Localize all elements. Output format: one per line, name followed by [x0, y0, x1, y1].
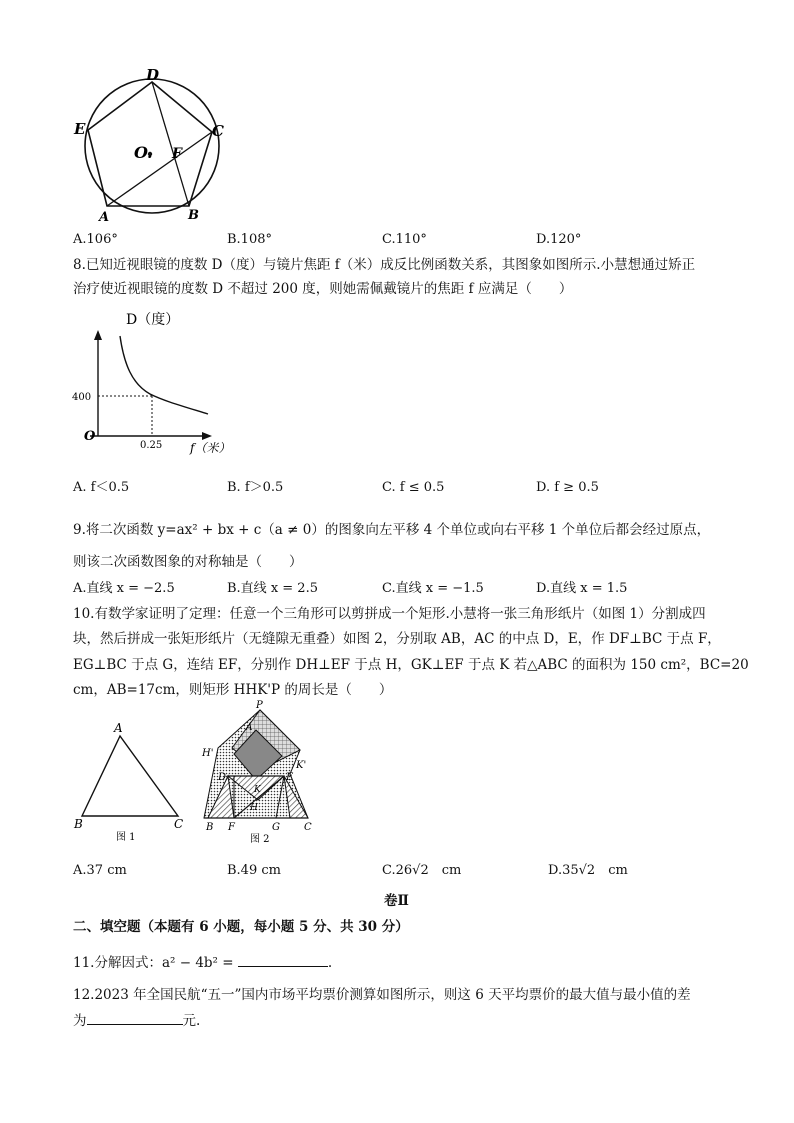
q9-option-a: A.直线 x = −2.5	[73, 581, 175, 596]
q7-option-d: D.120°	[536, 232, 582, 247]
graph-x-tick: 0.25	[140, 440, 163, 451]
q9-option-c: C.直线 x = −1.5	[382, 581, 484, 596]
q10-option-c: C.26√2 cm	[382, 863, 462, 878]
graph-origin: O	[84, 429, 96, 444]
q9-text-line1: 9.将二次函数 y=ax² + bx + c（a ≠ 0）的图象向左平移 4 个单位或向右平移 1 个单位后都会经过原点，	[73, 522, 711, 538]
q11-answer-blank[interactable]	[238, 953, 328, 967]
graph-x-label: f（米）	[190, 441, 231, 455]
q11-end: .	[327, 955, 333, 971]
fig2-label-P: P	[256, 700, 263, 711]
fig1-label-C: C	[174, 817, 184, 831]
label-F: F	[172, 146, 182, 162]
fig1-label-A: A	[114, 721, 123, 735]
fig2-label-E: E	[286, 772, 294, 783]
fig2-label-H: H	[250, 803, 258, 813]
graph-y-label: D（度）	[126, 312, 180, 328]
label-O: O.	[134, 143, 153, 162]
q11-line	[73, 953, 332, 972]
hyperbola-curve	[120, 336, 208, 414]
q11-text: 11.分解因式：a² − 4b² =	[73, 955, 234, 971]
fig2-label-A: A	[246, 723, 253, 733]
q10-figure-1	[70, 720, 190, 845]
q12-line2-start: 为	[73, 1013, 87, 1029]
fig2-label-B: B	[206, 822, 214, 833]
label-C: C	[212, 122, 224, 140]
q8-option-b: B. f＞0.5	[227, 480, 284, 495]
section-2-heading: 二、填空题（本题有 6 小题，每小题 5 分、共 30 分）	[73, 919, 409, 935]
fig2-label-H-prime: H'	[202, 748, 214, 759]
fig2-caption: 图 2	[250, 834, 270, 845]
q10-text-line2: 块，然后拼成一张矩形纸片（无缝隙无重叠）如图 2，分别取 AB，AC 的中点 D，E，作 DF⊥BC 于点 F，	[73, 631, 721, 647]
q7-pentagon-figure	[70, 66, 240, 226]
q7-option-b: B.108°	[227, 232, 272, 247]
fig2-label-K-prime: K'	[296, 760, 307, 771]
fig2-label-D: D	[218, 772, 227, 783]
q12-line2	[73, 1011, 200, 1030]
label-D: D	[146, 66, 160, 84]
fig2-label-C: C	[304, 822, 312, 833]
q8-text-line1: 8.已知近视眼镜的度数 D（度）与镜片焦距 f（米）成反比例函数关系，其图象如图所示.小慧想通过矫正	[73, 257, 696, 273]
fig2-label-G: G	[272, 822, 280, 833]
q8-text-line2: 治疗使近视眼镜的度数 D 不超过 200 度，则她需佩戴镜片的焦距 f 应满足（ ）	[73, 281, 573, 297]
q12-text-line1: 12.2023 年全国民航“五一”国内市场平均票价测算如图所示，则这 6 天平均票价的最大值与最小值的差	[73, 987, 691, 1003]
q7-option-c: C.110°	[382, 232, 427, 247]
diagonal-db	[152, 82, 189, 206]
q10-figure-2	[198, 700, 328, 845]
q9-option-b: B.直线 x = 2.5	[227, 581, 318, 596]
triangle-abc	[82, 736, 178, 816]
q10-text-line3: EG⊥BC 于点 G，连结 EF，分别作 DH⊥EF 于点 H，GK⊥EF 于点 K 若△ABC 的面积为 150 cm²，BC=20	[73, 657, 749, 673]
q12-answer-blank[interactable]	[87, 1011, 183, 1025]
q12-line2-end: 元.	[182, 1013, 201, 1029]
label-B: B	[188, 208, 199, 223]
q8-option-a: A. f＜0.5	[73, 480, 130, 495]
q10-option-a: A.37 cm	[73, 863, 127, 878]
fig1-label-B: B	[74, 817, 83, 831]
q10-option-d: D.35√2 cm	[548, 863, 628, 878]
q7-option-a: A.106°	[73, 232, 118, 247]
q10-text-line4: cm，AB=17cm，则矩形 HHK'P 的周长是（ ）	[73, 682, 393, 698]
q8-option-d: D. f ≥ 0.5	[536, 480, 599, 495]
q8-inverse-graph	[70, 306, 240, 456]
fig2-label-F: F	[228, 822, 235, 833]
label-A: A	[99, 210, 110, 225]
q9-text-line2: 则该二次函数图象的对称轴是（ ）	[73, 554, 303, 570]
fig2-label-K: K	[254, 785, 261, 795]
x-axis-arrow	[202, 432, 212, 440]
fig1-caption: 图 1	[116, 832, 136, 843]
q10-text-line1: 10.有数学家证明了定理：任意一个三角形可以剪拼成一个矩形.小慧将一张三角形纸片（如图 1）分割成四	[73, 606, 706, 622]
label-E: E	[74, 120, 86, 138]
diagonal-ac	[107, 132, 212, 206]
volume-heading: 卷Ⅱ	[384, 893, 409, 909]
graph-y-tick: 400	[72, 392, 92, 403]
q8-option-c: C. f ≤ 0.5	[382, 480, 445, 495]
y-axis-arrow	[94, 330, 102, 340]
q9-option-d: D.直线 x = 1.5	[536, 581, 628, 596]
q10-option-b: B.49 cm	[227, 863, 281, 878]
